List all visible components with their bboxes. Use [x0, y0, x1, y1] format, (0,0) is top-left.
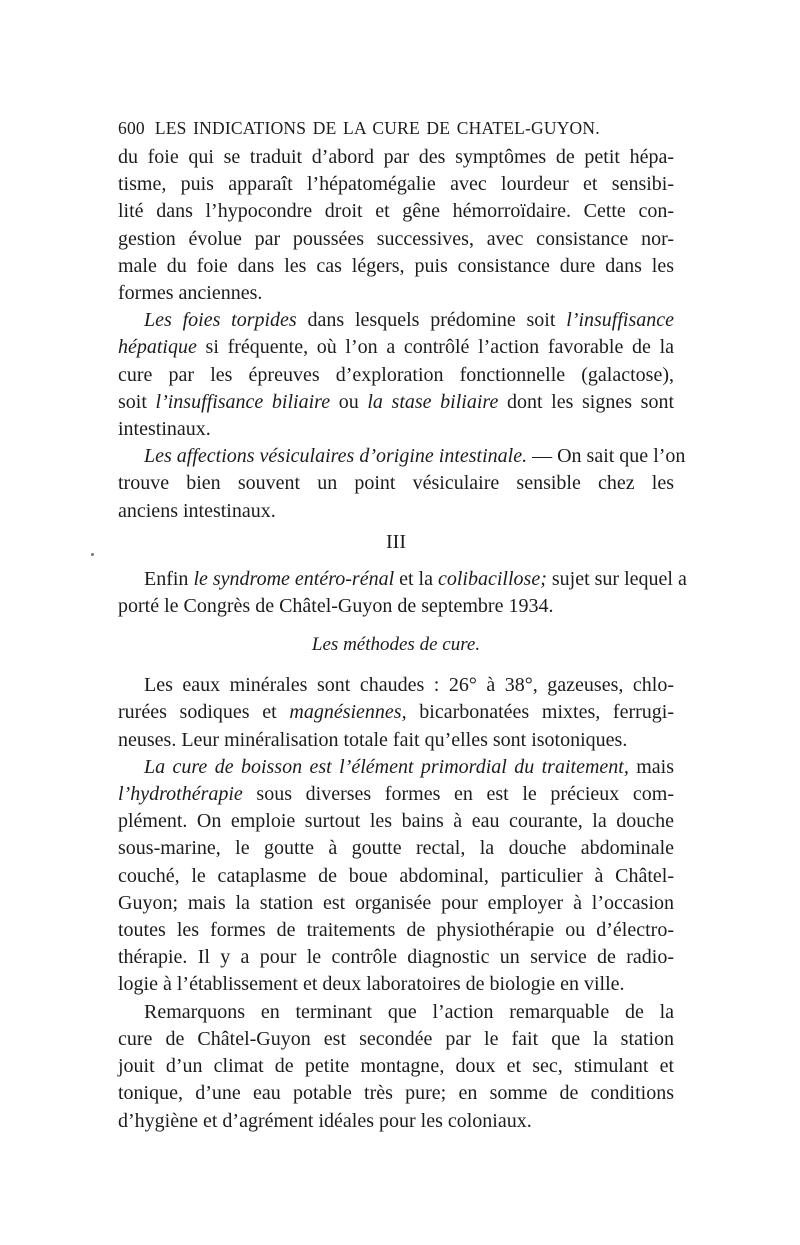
margin-speck: [91, 553, 94, 556]
section-number: III: [386, 530, 406, 553]
text-line: jouit d’un climat de petite montagne, doux et sec, stimulant et: [118, 1055, 674, 1078]
text-run: mais: [628, 755, 674, 778]
text-line: thérapie. Il y a pour le contrôle diagnostic un service de radio-: [118, 946, 674, 969]
text-line: male du foie dans les cas légers, puis consistance dure dans les: [118, 254, 674, 277]
paragraph-entero-renal: [118, 566, 687, 620]
text-line: couché, le cataplasme de boue abdominal, particulier à Châtel-: [118, 864, 674, 887]
italic-phrase: la stase biliaire: [367, 390, 499, 413]
text-line: sous-marine, le goutte à goutte rectal, la douche abdominale: [118, 837, 674, 860]
italic-phrase: magnésiennes,: [289, 701, 407, 724]
text-line: [118, 754, 674, 781]
text-run: bicarbonatées mixtes, ferrugi-: [406, 701, 674, 724]
text-line: gestion évolue par poussées successives, avec consistance nor-: [118, 227, 674, 250]
italic-phrase: La cure de boisson est l’élément primordial du traitement,: [144, 755, 629, 778]
text-line: Guyon; mais la station est organisée pour employer à l’occasion: [118, 891, 674, 914]
running-header: [118, 118, 674, 139]
italic-phrase: l’insuffisance: [566, 309, 674, 332]
text-run: Enfin: [144, 567, 194, 590]
paragraph-liver-congestion: [118, 144, 674, 307]
text-line: [118, 334, 674, 361]
text-line: [118, 443, 686, 470]
text-line: tisme, puis apparaît l’hépatomégalie avec lourdeur et sensibi-: [118, 173, 674, 196]
text-run: dont les signes sont: [498, 390, 674, 413]
page-number: 600: [118, 118, 145, 138]
text-run: si fréquente, où l’on a contrôlé l’action favorable de la: [196, 336, 674, 359]
text-line: [118, 699, 674, 726]
subheading: Les méthodes de cure.: [311, 634, 481, 656]
text-line: intestinaux.: [118, 418, 211, 441]
text-run: dans lesquels prédomine soit: [296, 309, 567, 332]
paragraph-drinking-cure: [118, 754, 674, 999]
text-line: anciens intestinaux.: [118, 499, 276, 522]
paragraph-vesicular-affections: [118, 443, 686, 525]
paragraph-torpid-livers: [118, 307, 674, 443]
text-line: plément. On emploie surtout les bains à eau courante, la douche: [118, 810, 674, 833]
italic-phrase: Les foies torpides: [144, 309, 297, 332]
text-line: toutes les formes de traitements de physiothérapie ou d’électro-: [118, 919, 674, 942]
text-line: du foie qui se traduit d’abord par des symptômes de petit hépa-: [118, 146, 674, 168]
text-line: d’hygiène et d’agrément idéales pour les coloniaux.: [118, 1109, 532, 1132]
text-run: soit: [118, 390, 156, 413]
text-line: [118, 307, 674, 334]
text-line: neuses. Leur minéralisation totale fait qu’elles sont isotoniques.: [118, 728, 628, 751]
text-run: et la: [394, 567, 438, 590]
italic-phrase: l’hydrothérapie: [118, 783, 243, 806]
text-line: lité dans l’hypocondre droit et gêne hémorroïdaire. Cette con-: [118, 200, 674, 223]
text-line: logie à l’établissement et deux laboratoires de biologie en ville.: [118, 973, 625, 996]
text-run: ou: [330, 390, 368, 413]
text-run: sous diverses formes en est le précieux com-: [242, 783, 674, 806]
paragraph-conclusion: [118, 999, 674, 1135]
text-line: Remarquons en terminant que l’action remarquable de la: [144, 1000, 674, 1023]
text-run: sujet sur lequel a: [546, 567, 687, 590]
text-line: formes anciennes.: [118, 282, 263, 305]
text-run: — On sait que l’on: [527, 445, 686, 468]
text-line: trouve bien souvent un point vésiculaire sensible chez les: [118, 472, 674, 495]
running-title: LES INDICATIONS DE LA CURE DE CHATEL-GUYON.: [154, 118, 600, 138]
text-line: Les eaux minérales sont chaudes : 26° à 38°, gazeuses, chlo-: [144, 674, 674, 697]
italic-phrase: colibacillose;: [438, 567, 547, 590]
italic-phrase: l’insuffisance biliaire: [155, 390, 331, 413]
paragraph-mineral-waters: [118, 672, 674, 754]
italic-phrase: le syndrome entéro-rénal: [193, 567, 395, 590]
text-line: [118, 566, 687, 593]
text-line: [118, 781, 674, 808]
text-run: rurées sodiques et: [118, 701, 290, 724]
italic-phrase: hépatique: [118, 336, 197, 359]
text-line: cure de Châtel-Guyon est secondée par le fait que la station: [118, 1027, 674, 1050]
text-line: porté le Congrès de Châtel-Guyon de septembre 1934.: [118, 595, 554, 618]
italic-phrase: Les affections vésiculaires d’origine intestinale.: [144, 445, 528, 468]
book-page: [118, 118, 687, 1135]
text-line: tonique, d’une eau potable très pure; en somme de conditions: [118, 1082, 674, 1105]
text-line: cure par les épreuves d’exploration fonctionnelle (galactose),: [118, 363, 674, 386]
text-line: [118, 389, 674, 416]
